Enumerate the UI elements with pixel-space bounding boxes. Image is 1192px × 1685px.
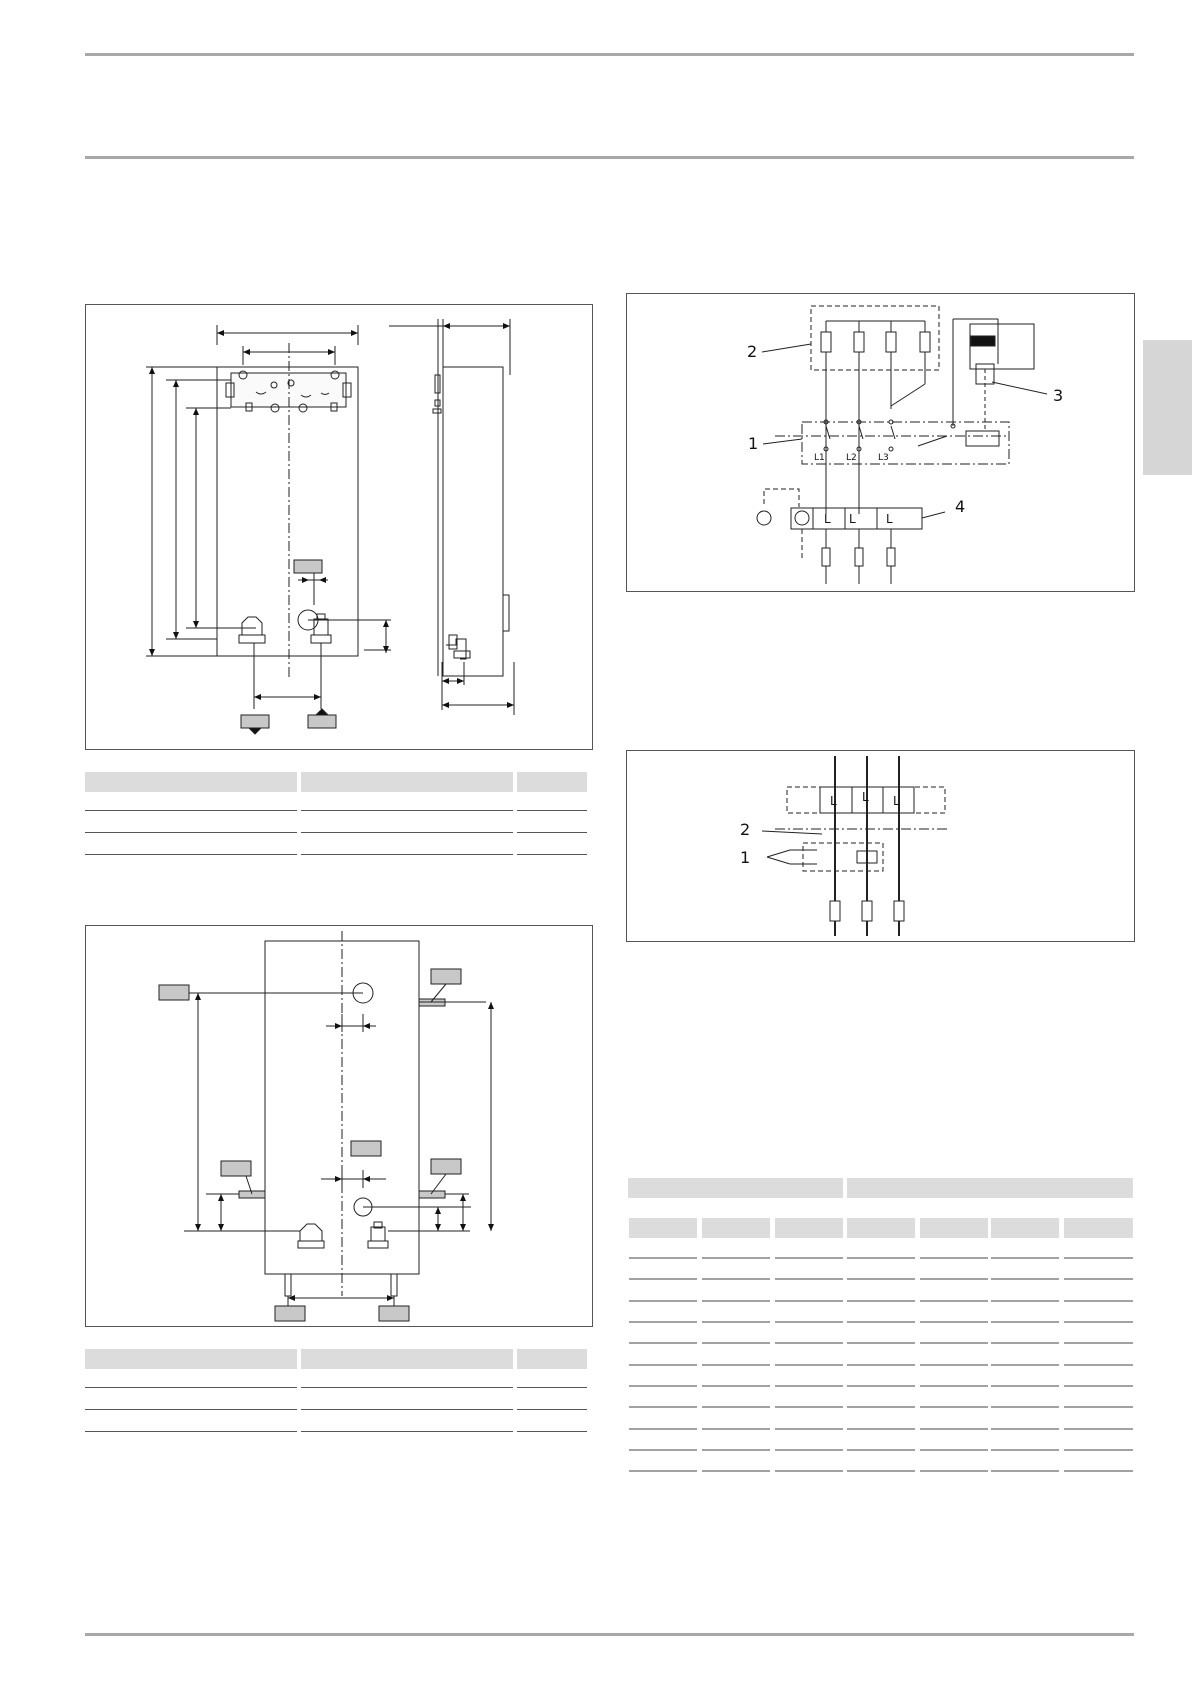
table-1-row-line (301, 832, 513, 833)
terminal-label-l: L (824, 512, 831, 526)
table-3-col-header (920, 1218, 988, 1238)
table-2 (85, 1349, 593, 1439)
table-2-row-line (517, 1409, 587, 1410)
table-3-col-header (847, 1218, 915, 1238)
terminal-label-l: L (830, 794, 837, 808)
table-3-row-lines (628, 1240, 1134, 1480)
callout-2: 2 (740, 820, 751, 839)
callout-3: 3 (1053, 386, 1064, 405)
table-1-row-line (301, 854, 513, 855)
table-2-row-line (301, 1409, 513, 1410)
footer-rule (85, 1633, 1134, 1636)
figure-wiring-diagram-main (626, 293, 1135, 592)
table-1-row-line (517, 854, 587, 855)
wiring-diagram-2 (627, 751, 1136, 943)
table-1-row-line (85, 854, 297, 855)
table-1-row-line (517, 810, 587, 811)
chapter-side-tab (1143, 340, 1192, 475)
terminal-label-l: L (893, 794, 900, 808)
table-2-row-line (517, 1431, 587, 1432)
table-2-header-col-3 (517, 1349, 587, 1369)
callout-2: 2 (747, 342, 758, 361)
table-1-row-line (85, 832, 297, 833)
table-1-row-line (301, 810, 513, 811)
phase-label-l2: L2 (846, 453, 857, 463)
terminal-label-l: L (849, 512, 856, 526)
table-2-row-line (517, 1387, 587, 1388)
figure-dimensions-connections (85, 925, 593, 1327)
table-1 (85, 772, 593, 862)
table-1-row-line (85, 810, 297, 811)
table-3-col-header (991, 1218, 1059, 1238)
phase-label-l3: L3 (878, 453, 889, 463)
table-2-row-line (85, 1387, 297, 1388)
terminal-label-l: L (886, 512, 893, 526)
table-1-row-line (517, 832, 587, 833)
terminal-label-l: L (862, 790, 869, 804)
table-3-group-header-2 (847, 1178, 1133, 1198)
header-rule-bottom (85, 156, 1134, 159)
phase-label-l1: L1 (814, 453, 825, 463)
figure-dimensions-front-side (85, 304, 593, 750)
table-3-group-header-1 (628, 1178, 843, 1198)
table-1-header-col-1 (85, 772, 297, 792)
table-3-col-header (702, 1218, 770, 1238)
table-2-row-line (85, 1431, 297, 1432)
table-1-header-col-2 (301, 772, 513, 792)
figure-wiring-diagram-load-relay (626, 750, 1135, 942)
callout-4: 4 (955, 497, 966, 516)
table-3-col-header (775, 1218, 843, 1238)
table-1-header-col-3 (517, 772, 587, 792)
table-2-header-col-1 (85, 1349, 297, 1369)
table-3-col-header (629, 1218, 697, 1238)
table-2-row-line (85, 1409, 297, 1410)
callout-1: 1 (740, 848, 751, 867)
callout-1: 1 (748, 434, 759, 453)
table-2-row-line (301, 1387, 513, 1388)
dimension-drawing-1 (86, 305, 594, 751)
wiring-diagram-1 (627, 294, 1136, 593)
dimension-drawing-2 (86, 926, 594, 1328)
table-2-row-line (301, 1431, 513, 1432)
header-rule-top (85, 53, 1134, 56)
table-2-header-col-2 (301, 1349, 513, 1369)
table-3-col-header (1064, 1218, 1133, 1238)
